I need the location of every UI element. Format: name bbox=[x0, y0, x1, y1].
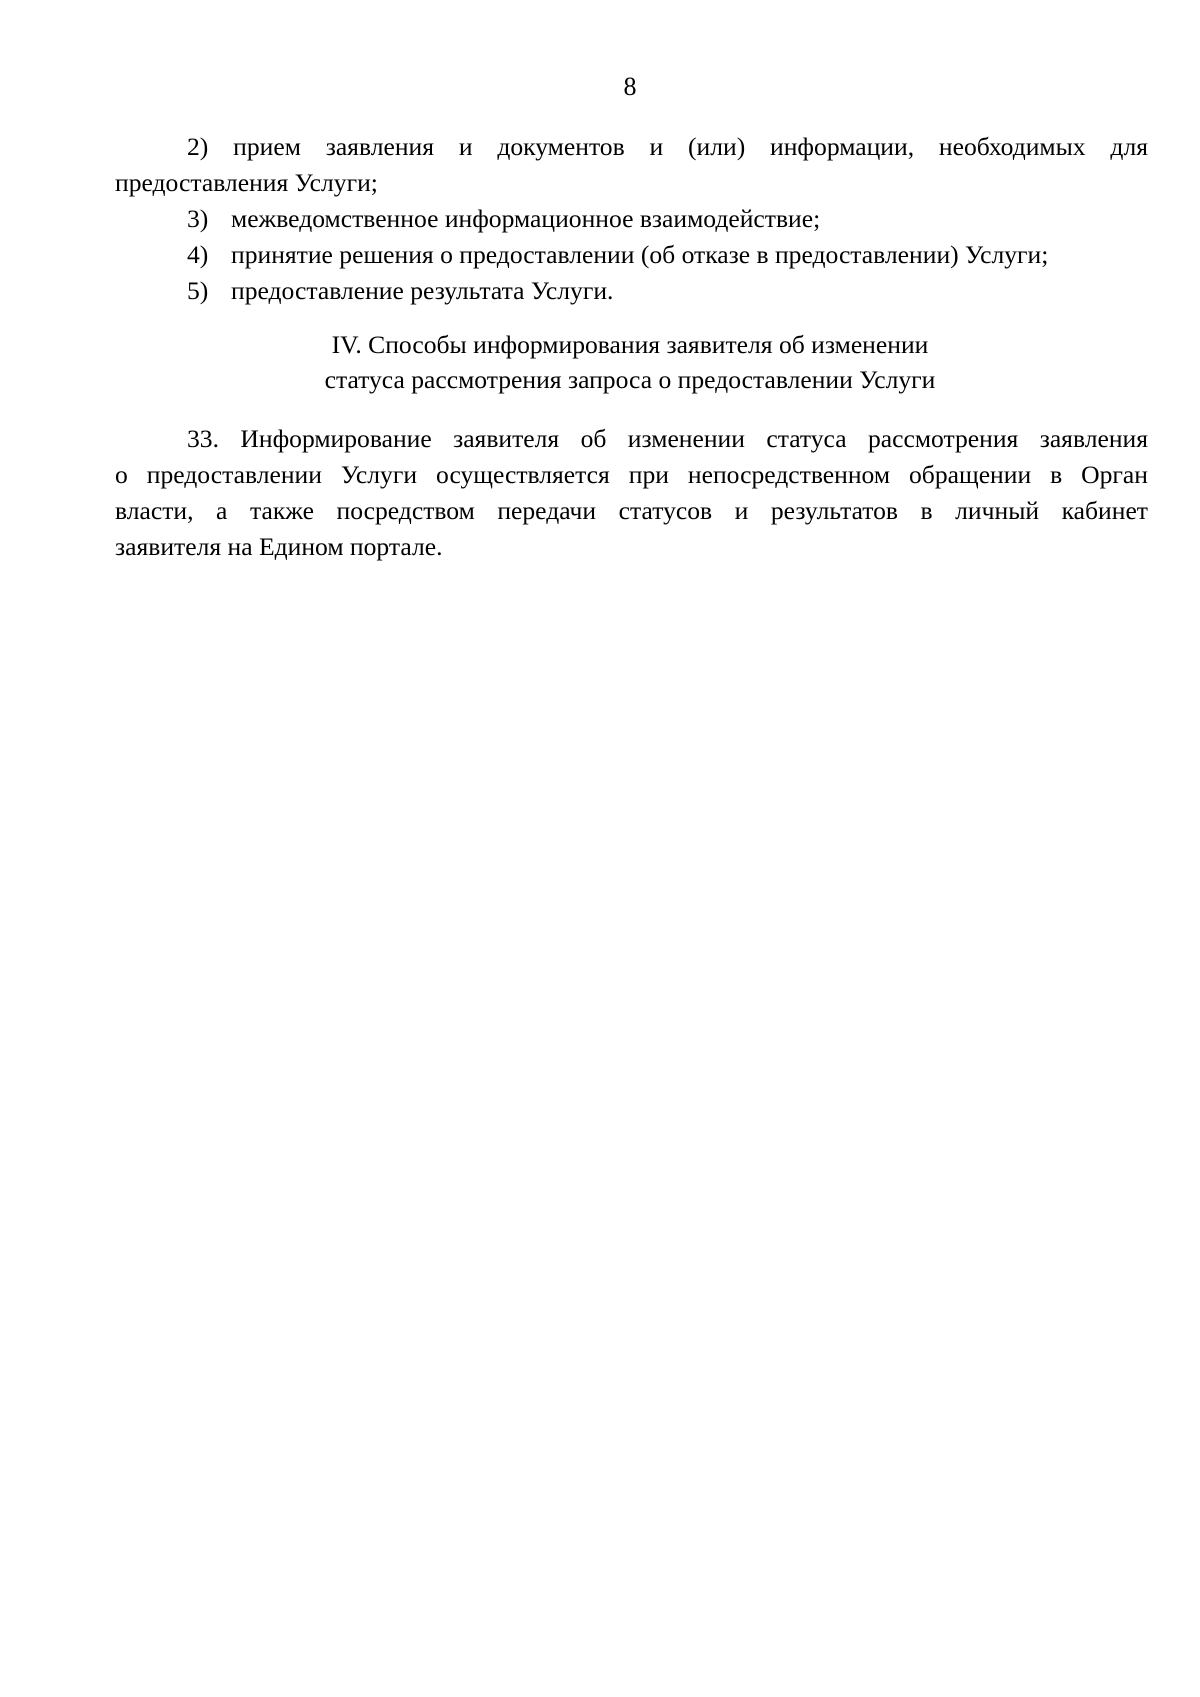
section-heading-line-1: IV. Способы информирования заявителя об изменении bbox=[331, 330, 929, 359]
list-item-3-text: межведомственное информационное взаимодействие; bbox=[231, 204, 821, 233]
paragraph-33-line-1: 33. Информирование заявителя об изменении статуса рассмотрения заявления bbox=[187, 424, 1148, 453]
list-item-2-line-1: 2) прием заявления и документов и (или) информации, необходимых для bbox=[187, 132, 1148, 161]
paragraph-33-line-4: заявителя на Едином портале. bbox=[115, 532, 443, 561]
list-item-4-text: принятие решения о предоставлении (об отказе в предоставлении) Услуги; bbox=[231, 240, 1049, 269]
list-item-5-text: предоставление результата Услуги. bbox=[231, 276, 614, 305]
paragraph-33-line-2: о предоставлении Услуги осуществляется при непосредственном обращении в Орган bbox=[115, 460, 1148, 489]
list-item-5-number: 5) bbox=[187, 276, 209, 305]
procedure-list bbox=[115, 129, 1148, 309]
paragraph-33-line-3: власти, а также посредством передачи статусов и результатов в личный кабинет bbox=[115, 496, 1148, 525]
list-item-4-number: 4) bbox=[187, 240, 209, 269]
list-item-3 bbox=[115, 201, 1148, 237]
list-item-4 bbox=[115, 237, 1148, 273]
list-item-3-number: 3) bbox=[187, 204, 209, 233]
section-heading bbox=[0, 327, 1200, 397]
paragraph-33 bbox=[115, 421, 1148, 565]
page-number: 8 bbox=[623, 72, 637, 101]
section-heading-line-2: статуса рассмотрения запроса о предоставлении Услуги bbox=[324, 365, 936, 394]
list-item-2-line-2: предоставления Услуги; bbox=[115, 168, 378, 197]
list-item-5 bbox=[115, 273, 1148, 309]
